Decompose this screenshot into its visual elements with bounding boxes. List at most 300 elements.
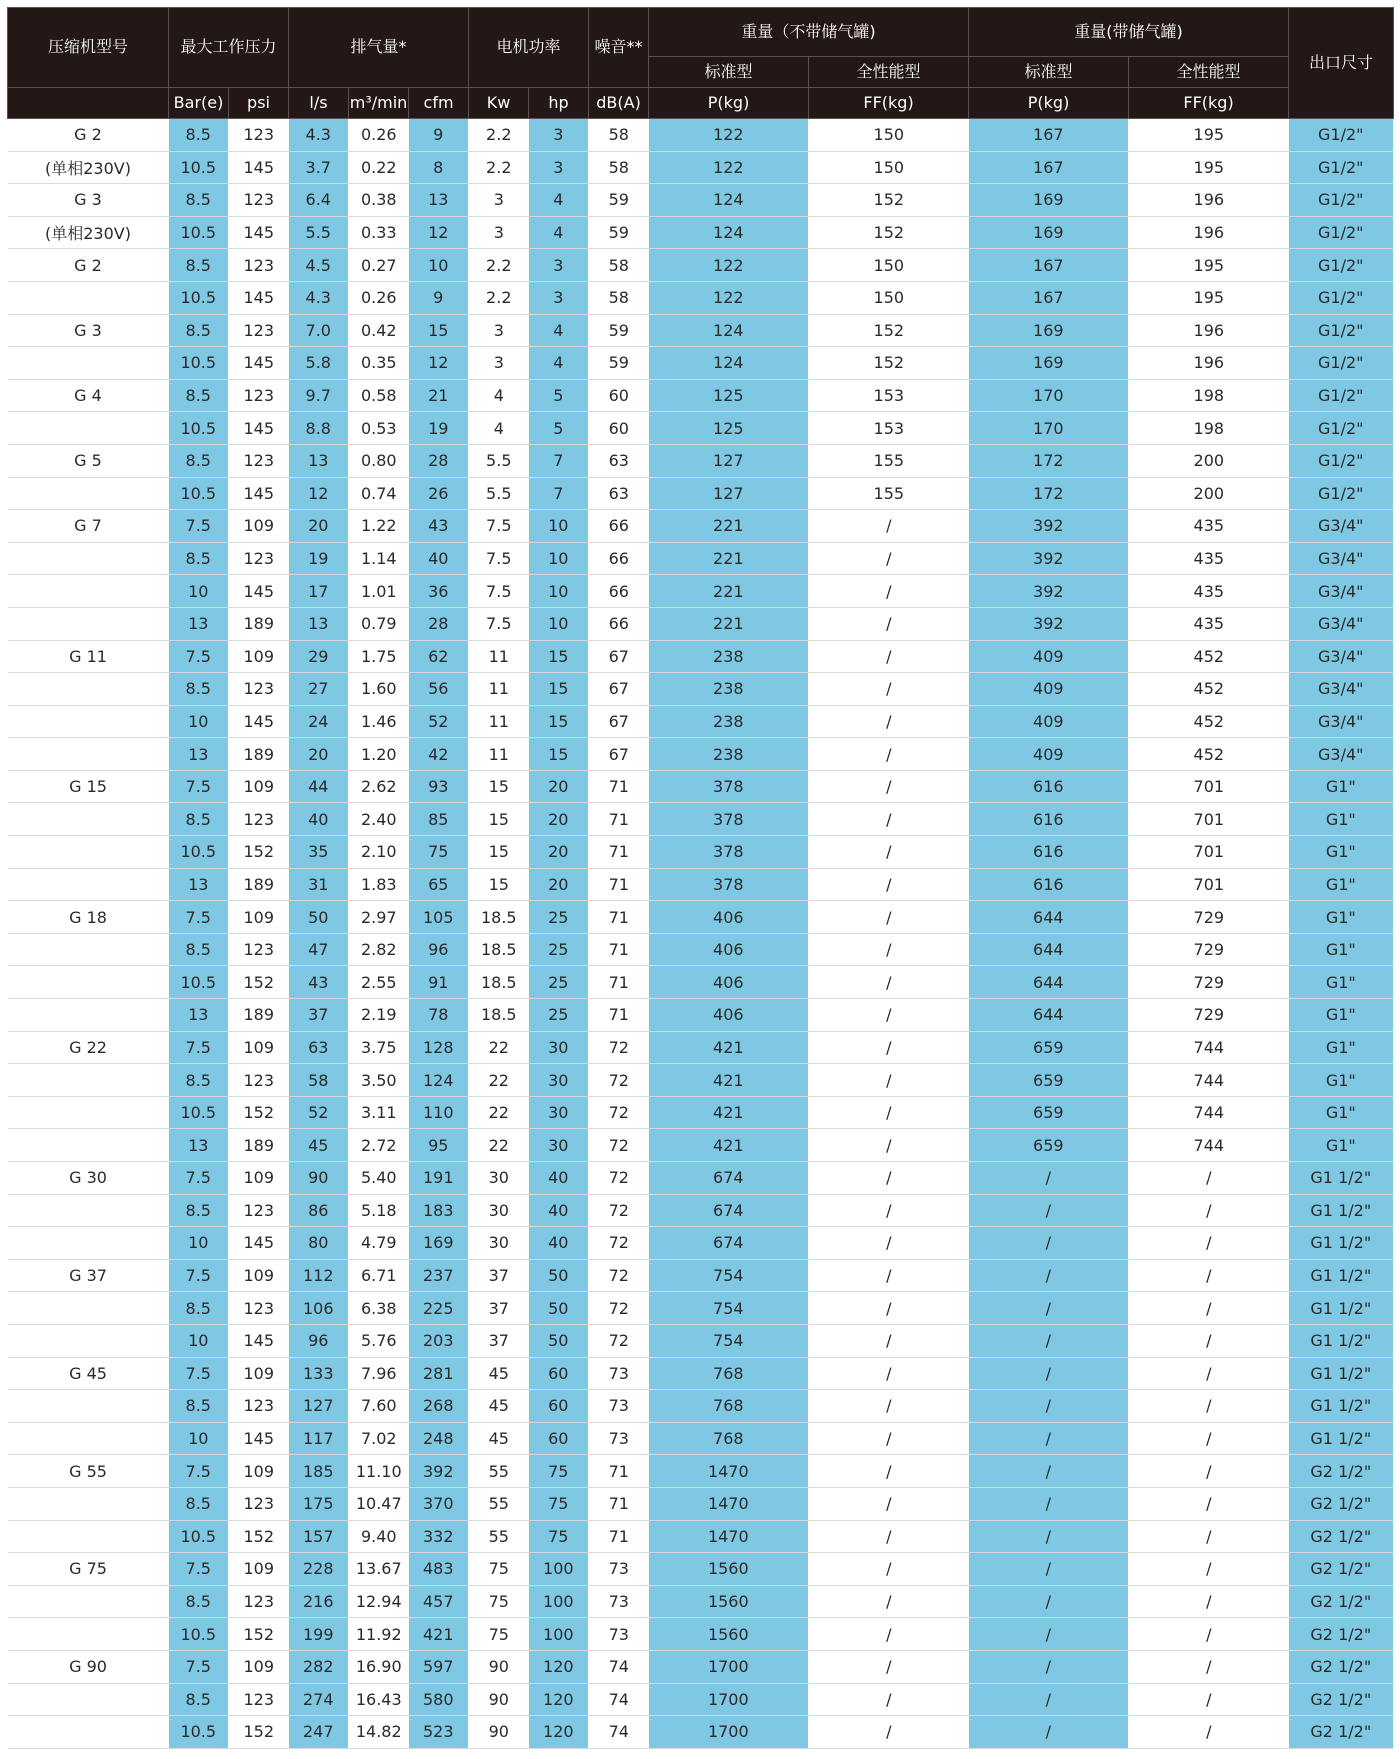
cell-hp: 120 bbox=[529, 1650, 589, 1683]
cell-ff-tank: 195 bbox=[1129, 151, 1289, 184]
cell-cfm: 96 bbox=[409, 933, 469, 966]
cell-kw: 22 bbox=[469, 1031, 529, 1064]
cell-outlet: G1" bbox=[1289, 836, 1394, 869]
cell-outlet: G3/4" bbox=[1289, 640, 1394, 673]
cell-ls: 117 bbox=[289, 1422, 349, 1455]
cell-ff-std: / bbox=[809, 1650, 969, 1683]
cell-ff-tank: / bbox=[1129, 1259, 1289, 1292]
cell-p-std: 378 bbox=[649, 836, 809, 869]
table-row bbox=[8, 510, 1394, 543]
cell-outlet: G3/4" bbox=[1289, 575, 1394, 608]
cell-dba: 72 bbox=[589, 1031, 649, 1064]
cell-bar: 8.5 bbox=[169, 1292, 229, 1325]
cell-hp: 40 bbox=[529, 1194, 589, 1227]
cell-psi: 145 bbox=[229, 216, 289, 249]
table-row bbox=[8, 738, 1394, 771]
cell-bar: 7.5 bbox=[169, 1455, 229, 1488]
cell-hp: 50 bbox=[529, 1259, 589, 1292]
cell-hp: 25 bbox=[529, 901, 589, 934]
cell-hp: 3 bbox=[529, 119, 589, 152]
cell-p-tank: 169 bbox=[969, 216, 1129, 249]
table-row bbox=[8, 216, 1394, 249]
cell-ff-tank: 452 bbox=[1129, 640, 1289, 673]
cell-ls: 24 bbox=[289, 705, 349, 738]
cell-p-tank: 659 bbox=[969, 1129, 1129, 1162]
cell-psi: 123 bbox=[229, 673, 289, 706]
cell-hp: 25 bbox=[529, 933, 589, 966]
cell-cfm: 13 bbox=[409, 184, 469, 217]
table-row bbox=[8, 1259, 1394, 1292]
table-row bbox=[8, 1096, 1394, 1129]
cell-p-std: 122 bbox=[649, 151, 809, 184]
cell-dba: 66 bbox=[589, 510, 649, 543]
cell-outlet: G1 1/2" bbox=[1289, 1390, 1394, 1423]
cell-p-tank: / bbox=[969, 1259, 1129, 1292]
cell-cfm: 26 bbox=[409, 477, 469, 510]
cell-psi: 109 bbox=[229, 640, 289, 673]
cell-model: G 3 bbox=[8, 184, 169, 217]
cell-hp: 100 bbox=[529, 1553, 589, 1586]
cell-dba: 72 bbox=[589, 1259, 649, 1292]
cell-cfm: 42 bbox=[409, 738, 469, 771]
cell-ls: 44 bbox=[289, 770, 349, 803]
cell-cfm: 78 bbox=[409, 999, 469, 1032]
cell-cfm: 268 bbox=[409, 1390, 469, 1423]
cell-cfm: 93 bbox=[409, 770, 469, 803]
cell-outlet: G1/2" bbox=[1289, 347, 1394, 380]
cell-model bbox=[8, 1422, 169, 1455]
cell-dba: 71 bbox=[589, 1455, 649, 1488]
cell-model bbox=[8, 542, 169, 575]
cell-ff-std: 150 bbox=[809, 119, 969, 152]
cell-p-tank: 659 bbox=[969, 1096, 1129, 1129]
cell-ff-tank: 452 bbox=[1129, 705, 1289, 738]
cell-bar: 10.5 bbox=[169, 966, 229, 999]
cell-ff-std: 155 bbox=[809, 477, 969, 510]
cell-p-std: 1560 bbox=[649, 1618, 809, 1651]
cell-ls: 4.3 bbox=[289, 281, 349, 314]
cell-ff-std: / bbox=[809, 607, 969, 640]
cell-model bbox=[8, 347, 169, 380]
cell-ff-tank: 701 bbox=[1129, 868, 1289, 901]
cell-kw: 5.5 bbox=[469, 444, 529, 477]
cell-ls: 35 bbox=[289, 836, 349, 869]
cell-outlet: G1 1/2" bbox=[1289, 1324, 1394, 1357]
table-row bbox=[8, 607, 1394, 640]
cell-dba: 67 bbox=[589, 673, 649, 706]
cell-psi: 189 bbox=[229, 868, 289, 901]
cell-ls: 3.7 bbox=[289, 151, 349, 184]
cell-psi: 152 bbox=[229, 836, 289, 869]
cell-kw: 3 bbox=[469, 184, 529, 217]
cell-bar: 10.5 bbox=[169, 1520, 229, 1553]
cell-bar: 8.5 bbox=[169, 379, 229, 412]
cell-cfm: 62 bbox=[409, 640, 469, 673]
table-row bbox=[8, 1227, 1394, 1260]
cell-hp: 50 bbox=[529, 1292, 589, 1325]
cell-outlet: G1" bbox=[1289, 1064, 1394, 1097]
cell-bar: 7.5 bbox=[169, 1162, 229, 1195]
cell-dba: 72 bbox=[589, 1064, 649, 1097]
cell-dba: 74 bbox=[589, 1683, 649, 1716]
cell-ff-std: / bbox=[809, 542, 969, 575]
cell-psi: 109 bbox=[229, 1259, 289, 1292]
cell-hp: 20 bbox=[529, 803, 589, 836]
cell-ff-std: / bbox=[809, 1031, 969, 1064]
cell-ff-std: / bbox=[809, 640, 969, 673]
cell-p-tank: 644 bbox=[969, 933, 1129, 966]
cell-model bbox=[8, 1194, 169, 1227]
cell-cfm: 183 bbox=[409, 1194, 469, 1227]
cell-psi: 123 bbox=[229, 1585, 289, 1618]
cell-m3min: 9.40 bbox=[349, 1520, 409, 1553]
cell-m3min: 1.14 bbox=[349, 542, 409, 575]
cell-dba: 67 bbox=[589, 640, 649, 673]
cell-p-std: 1470 bbox=[649, 1520, 809, 1553]
cell-m3min: 14.82 bbox=[349, 1716, 409, 1749]
cell-ff-std: / bbox=[809, 1096, 969, 1129]
table-row bbox=[8, 1683, 1394, 1716]
cell-m3min: 0.80 bbox=[349, 444, 409, 477]
cell-model bbox=[8, 412, 169, 445]
cell-ls: 63 bbox=[289, 1031, 349, 1064]
cell-ff-tank: / bbox=[1129, 1683, 1289, 1716]
compressor-spec-table bbox=[7, 7, 1394, 1749]
cell-dba: 72 bbox=[589, 1324, 649, 1357]
cell-bar: 8.5 bbox=[169, 1683, 229, 1716]
cell-bar: 10.5 bbox=[169, 151, 229, 184]
cell-p-tank: 409 bbox=[969, 738, 1129, 771]
table-row bbox=[8, 477, 1394, 510]
cell-ff-std: / bbox=[809, 1618, 969, 1651]
cell-psi: 109 bbox=[229, 770, 289, 803]
cell-p-std: 1560 bbox=[649, 1553, 809, 1586]
cell-dba: 71 bbox=[589, 1520, 649, 1553]
cell-dba: 60 bbox=[589, 379, 649, 412]
cell-dba: 74 bbox=[589, 1716, 649, 1749]
cell-outlet: G1/2" bbox=[1289, 379, 1394, 412]
cell-m3min: 12.94 bbox=[349, 1585, 409, 1618]
cell-cfm: 9 bbox=[409, 119, 469, 152]
cell-psi: 189 bbox=[229, 1129, 289, 1162]
cell-m3min: 0.42 bbox=[349, 314, 409, 347]
cell-psi: 123 bbox=[229, 933, 289, 966]
cell-ls: 20 bbox=[289, 510, 349, 543]
cell-bar: 10.5 bbox=[169, 1716, 229, 1749]
cell-psi: 123 bbox=[229, 1064, 289, 1097]
cell-model bbox=[8, 1064, 169, 1097]
cell-hp: 25 bbox=[529, 966, 589, 999]
cell-p-std: 238 bbox=[649, 738, 809, 771]
cell-m3min: 2.72 bbox=[349, 1129, 409, 1162]
cell-dba: 71 bbox=[589, 868, 649, 901]
cell-ls: 4.3 bbox=[289, 119, 349, 152]
cell-dba: 73 bbox=[589, 1585, 649, 1618]
cell-m3min: 0.79 bbox=[349, 607, 409, 640]
header-model: 压缩机型号 bbox=[8, 8, 169, 88]
cell-ff-std: / bbox=[809, 1487, 969, 1520]
cell-p-tank: 644 bbox=[969, 999, 1129, 1032]
cell-ff-tank: / bbox=[1129, 1357, 1289, 1390]
cell-kw: 30 bbox=[469, 1162, 529, 1195]
cell-bar: 8.5 bbox=[169, 1585, 229, 1618]
cell-ff-tank: 729 bbox=[1129, 999, 1289, 1032]
cell-dba: 59 bbox=[589, 347, 649, 380]
table-row bbox=[8, 1716, 1394, 1749]
cell-m3min: 7.02 bbox=[349, 1422, 409, 1455]
cell-model bbox=[8, 1324, 169, 1357]
cell-psi: 109 bbox=[229, 901, 289, 934]
cell-kw: 15 bbox=[469, 803, 529, 836]
cell-bar: 10.5 bbox=[169, 412, 229, 445]
cell-psi: 189 bbox=[229, 738, 289, 771]
cell-bar: 8.5 bbox=[169, 933, 229, 966]
cell-dba: 58 bbox=[589, 151, 649, 184]
cell-ff-tank: 729 bbox=[1129, 966, 1289, 999]
cell-outlet: G1" bbox=[1289, 1129, 1394, 1162]
cell-ff-tank: 435 bbox=[1129, 607, 1289, 640]
cell-ff-std: 152 bbox=[809, 347, 969, 380]
header-blank bbox=[8, 88, 169, 119]
table-row bbox=[8, 770, 1394, 803]
table-row bbox=[8, 999, 1394, 1032]
cell-kw: 45 bbox=[469, 1390, 529, 1423]
cell-p-tank: 167 bbox=[969, 281, 1129, 314]
cell-p-std: 125 bbox=[649, 412, 809, 445]
cell-p-tank: 167 bbox=[969, 151, 1129, 184]
cell-kw: 22 bbox=[469, 1129, 529, 1162]
cell-ls: 127 bbox=[289, 1390, 349, 1423]
cell-psi: 189 bbox=[229, 607, 289, 640]
cell-m3min: 0.74 bbox=[349, 477, 409, 510]
header-bar: Bar(e) bbox=[169, 88, 229, 119]
cell-ls: 96 bbox=[289, 1324, 349, 1357]
cell-model bbox=[8, 1292, 169, 1325]
cell-ff-std: / bbox=[809, 1357, 969, 1390]
cell-ff-tank: 452 bbox=[1129, 738, 1289, 771]
cell-psi: 152 bbox=[229, 1618, 289, 1651]
cell-hp: 3 bbox=[529, 249, 589, 282]
cell-outlet: G1/2" bbox=[1289, 151, 1394, 184]
cell-m3min: 2.82 bbox=[349, 933, 409, 966]
cell-hp: 30 bbox=[529, 1096, 589, 1129]
cell-dba: 58 bbox=[589, 249, 649, 282]
cell-dba: 67 bbox=[589, 705, 649, 738]
cell-hp: 20 bbox=[529, 836, 589, 869]
cell-ls: 43 bbox=[289, 966, 349, 999]
cell-kw: 2.2 bbox=[469, 119, 529, 152]
cell-dba: 71 bbox=[589, 803, 649, 836]
cell-m3min: 2.97 bbox=[349, 901, 409, 934]
cell-kw: 2.2 bbox=[469, 281, 529, 314]
cell-ff-tank: 195 bbox=[1129, 281, 1289, 314]
cell-bar: 10.5 bbox=[169, 836, 229, 869]
cell-m3min: 5.76 bbox=[349, 1324, 409, 1357]
header-standard: 标准型 bbox=[649, 57, 809, 88]
cell-p-std: 122 bbox=[649, 249, 809, 282]
cell-dba: 71 bbox=[589, 770, 649, 803]
cell-ff-std: / bbox=[809, 836, 969, 869]
cell-dba: 71 bbox=[589, 933, 649, 966]
cell-p-tank: 616 bbox=[969, 836, 1129, 869]
cell-hp: 20 bbox=[529, 770, 589, 803]
cell-ff-std: / bbox=[809, 1194, 969, 1227]
cell-dba: 71 bbox=[589, 966, 649, 999]
cell-outlet: G3/4" bbox=[1289, 738, 1394, 771]
header-p-kg: P(kg) bbox=[649, 88, 809, 119]
cell-outlet: G1" bbox=[1289, 999, 1394, 1032]
cell-psi: 123 bbox=[229, 1390, 289, 1423]
cell-cfm: 95 bbox=[409, 1129, 469, 1162]
cell-kw: 45 bbox=[469, 1422, 529, 1455]
cell-model: G 15 bbox=[8, 770, 169, 803]
cell-dba: 66 bbox=[589, 542, 649, 575]
cell-p-tank: / bbox=[969, 1194, 1129, 1227]
cell-p-std: 378 bbox=[649, 770, 809, 803]
cell-bar: 7.5 bbox=[169, 1357, 229, 1390]
cell-model: (单相230V) bbox=[8, 151, 169, 184]
cell-dba: 59 bbox=[589, 216, 649, 249]
cell-ff-tank: / bbox=[1129, 1650, 1289, 1683]
table-row bbox=[8, 412, 1394, 445]
cell-ff-std: 152 bbox=[809, 314, 969, 347]
cell-hp: 30 bbox=[529, 1031, 589, 1064]
cell-cfm: 36 bbox=[409, 575, 469, 608]
cell-cfm: 124 bbox=[409, 1064, 469, 1097]
table-row bbox=[8, 1324, 1394, 1357]
cell-cfm: 523 bbox=[409, 1716, 469, 1749]
cell-hp: 15 bbox=[529, 738, 589, 771]
cell-hp: 5 bbox=[529, 379, 589, 412]
cell-p-std: 768 bbox=[649, 1390, 809, 1423]
cell-hp: 15 bbox=[529, 705, 589, 738]
cell-m3min: 2.10 bbox=[349, 836, 409, 869]
cell-psi: 145 bbox=[229, 1422, 289, 1455]
cell-model bbox=[8, 1716, 169, 1749]
cell-m3min: 13.67 bbox=[349, 1553, 409, 1586]
cell-kw: 18.5 bbox=[469, 901, 529, 934]
cell-outlet: G2 1/2" bbox=[1289, 1618, 1394, 1651]
cell-kw: 30 bbox=[469, 1227, 529, 1260]
cell-kw: 75 bbox=[469, 1553, 529, 1586]
cell-outlet: G1" bbox=[1289, 933, 1394, 966]
cell-cfm: 281 bbox=[409, 1357, 469, 1390]
cell-ls: 20 bbox=[289, 738, 349, 771]
cell-psi: 145 bbox=[229, 347, 289, 380]
cell-ls: 27 bbox=[289, 673, 349, 706]
cell-ls: 5.8 bbox=[289, 347, 349, 380]
cell-p-std: 674 bbox=[649, 1227, 809, 1260]
cell-psi: 123 bbox=[229, 314, 289, 347]
table-row bbox=[8, 184, 1394, 217]
cell-bar: 10 bbox=[169, 1227, 229, 1260]
table-row bbox=[8, 379, 1394, 412]
table-row bbox=[8, 542, 1394, 575]
table-row bbox=[8, 1162, 1394, 1195]
cell-outlet: G2 1/2" bbox=[1289, 1716, 1394, 1749]
cell-psi: 152 bbox=[229, 1716, 289, 1749]
cell-model bbox=[8, 705, 169, 738]
cell-ff-tank: / bbox=[1129, 1227, 1289, 1260]
cell-ls: 4.5 bbox=[289, 249, 349, 282]
cell-kw: 7.5 bbox=[469, 510, 529, 543]
cell-p-tank: 167 bbox=[969, 119, 1129, 152]
cell-kw: 22 bbox=[469, 1096, 529, 1129]
cell-model bbox=[8, 1390, 169, 1423]
cell-p-std: 1560 bbox=[649, 1585, 809, 1618]
cell-ff-std: / bbox=[809, 868, 969, 901]
cell-cfm: 21 bbox=[409, 379, 469, 412]
cell-m3min: 0.26 bbox=[349, 119, 409, 152]
header-max-pressure: 最大工作压力 bbox=[169, 8, 289, 88]
header-standard: 标准型 bbox=[969, 57, 1129, 88]
cell-kw: 37 bbox=[469, 1259, 529, 1292]
cell-ff-std: / bbox=[809, 933, 969, 966]
cell-p-tank: 170 bbox=[969, 412, 1129, 445]
cell-outlet: G1 1/2" bbox=[1289, 1259, 1394, 1292]
cell-bar: 8.5 bbox=[169, 314, 229, 347]
cell-bar: 10 bbox=[169, 1422, 229, 1455]
cell-p-tank: 659 bbox=[969, 1064, 1129, 1097]
table-row bbox=[8, 1129, 1394, 1162]
cell-p-std: 1700 bbox=[649, 1716, 809, 1749]
cell-ls: 112 bbox=[289, 1259, 349, 1292]
cell-ff-std: / bbox=[809, 738, 969, 771]
cell-p-tank: 644 bbox=[969, 966, 1129, 999]
cell-p-tank: 392 bbox=[969, 542, 1129, 575]
cell-outlet: G1/2" bbox=[1289, 281, 1394, 314]
cell-m3min: 7.96 bbox=[349, 1357, 409, 1390]
cell-ff-tank: / bbox=[1129, 1194, 1289, 1227]
cell-dba: 72 bbox=[589, 1162, 649, 1195]
cell-ls: 185 bbox=[289, 1455, 349, 1488]
cell-ff-tank: 435 bbox=[1129, 575, 1289, 608]
cell-hp: 3 bbox=[529, 281, 589, 314]
cell-ls: 175 bbox=[289, 1487, 349, 1520]
cell-model bbox=[8, 1129, 169, 1162]
cell-ff-tank: / bbox=[1129, 1390, 1289, 1423]
cell-ls: 13 bbox=[289, 444, 349, 477]
table-row bbox=[8, 705, 1394, 738]
cell-ff-std: 150 bbox=[809, 151, 969, 184]
cell-p-tank: / bbox=[969, 1716, 1129, 1749]
cell-p-std: 421 bbox=[649, 1064, 809, 1097]
cell-bar: 8.5 bbox=[169, 1064, 229, 1097]
table-row bbox=[8, 1390, 1394, 1423]
cell-kw: 4 bbox=[469, 412, 529, 445]
cell-model: G 37 bbox=[8, 1259, 169, 1292]
cell-cfm: 85 bbox=[409, 803, 469, 836]
cell-kw: 30 bbox=[469, 1194, 529, 1227]
cell-hp: 15 bbox=[529, 640, 589, 673]
cell-p-std: 1470 bbox=[649, 1455, 809, 1488]
cell-ff-std: 153 bbox=[809, 412, 969, 445]
table-row bbox=[8, 281, 1394, 314]
cell-outlet: G1/2" bbox=[1289, 184, 1394, 217]
cell-p-std: 1700 bbox=[649, 1683, 809, 1716]
cell-ff-tank: 744 bbox=[1129, 1064, 1289, 1097]
cell-m3min: 3.75 bbox=[349, 1031, 409, 1064]
cell-outlet: G1" bbox=[1289, 868, 1394, 901]
cell-ff-std: / bbox=[809, 803, 969, 836]
cell-kw: 55 bbox=[469, 1520, 529, 1553]
cell-outlet: G1 1/2" bbox=[1289, 1357, 1394, 1390]
cell-p-std: 754 bbox=[649, 1324, 809, 1357]
cell-ff-std: / bbox=[809, 510, 969, 543]
cell-m3min: 0.26 bbox=[349, 281, 409, 314]
cell-ls: 52 bbox=[289, 1096, 349, 1129]
cell-kw: 37 bbox=[469, 1324, 529, 1357]
